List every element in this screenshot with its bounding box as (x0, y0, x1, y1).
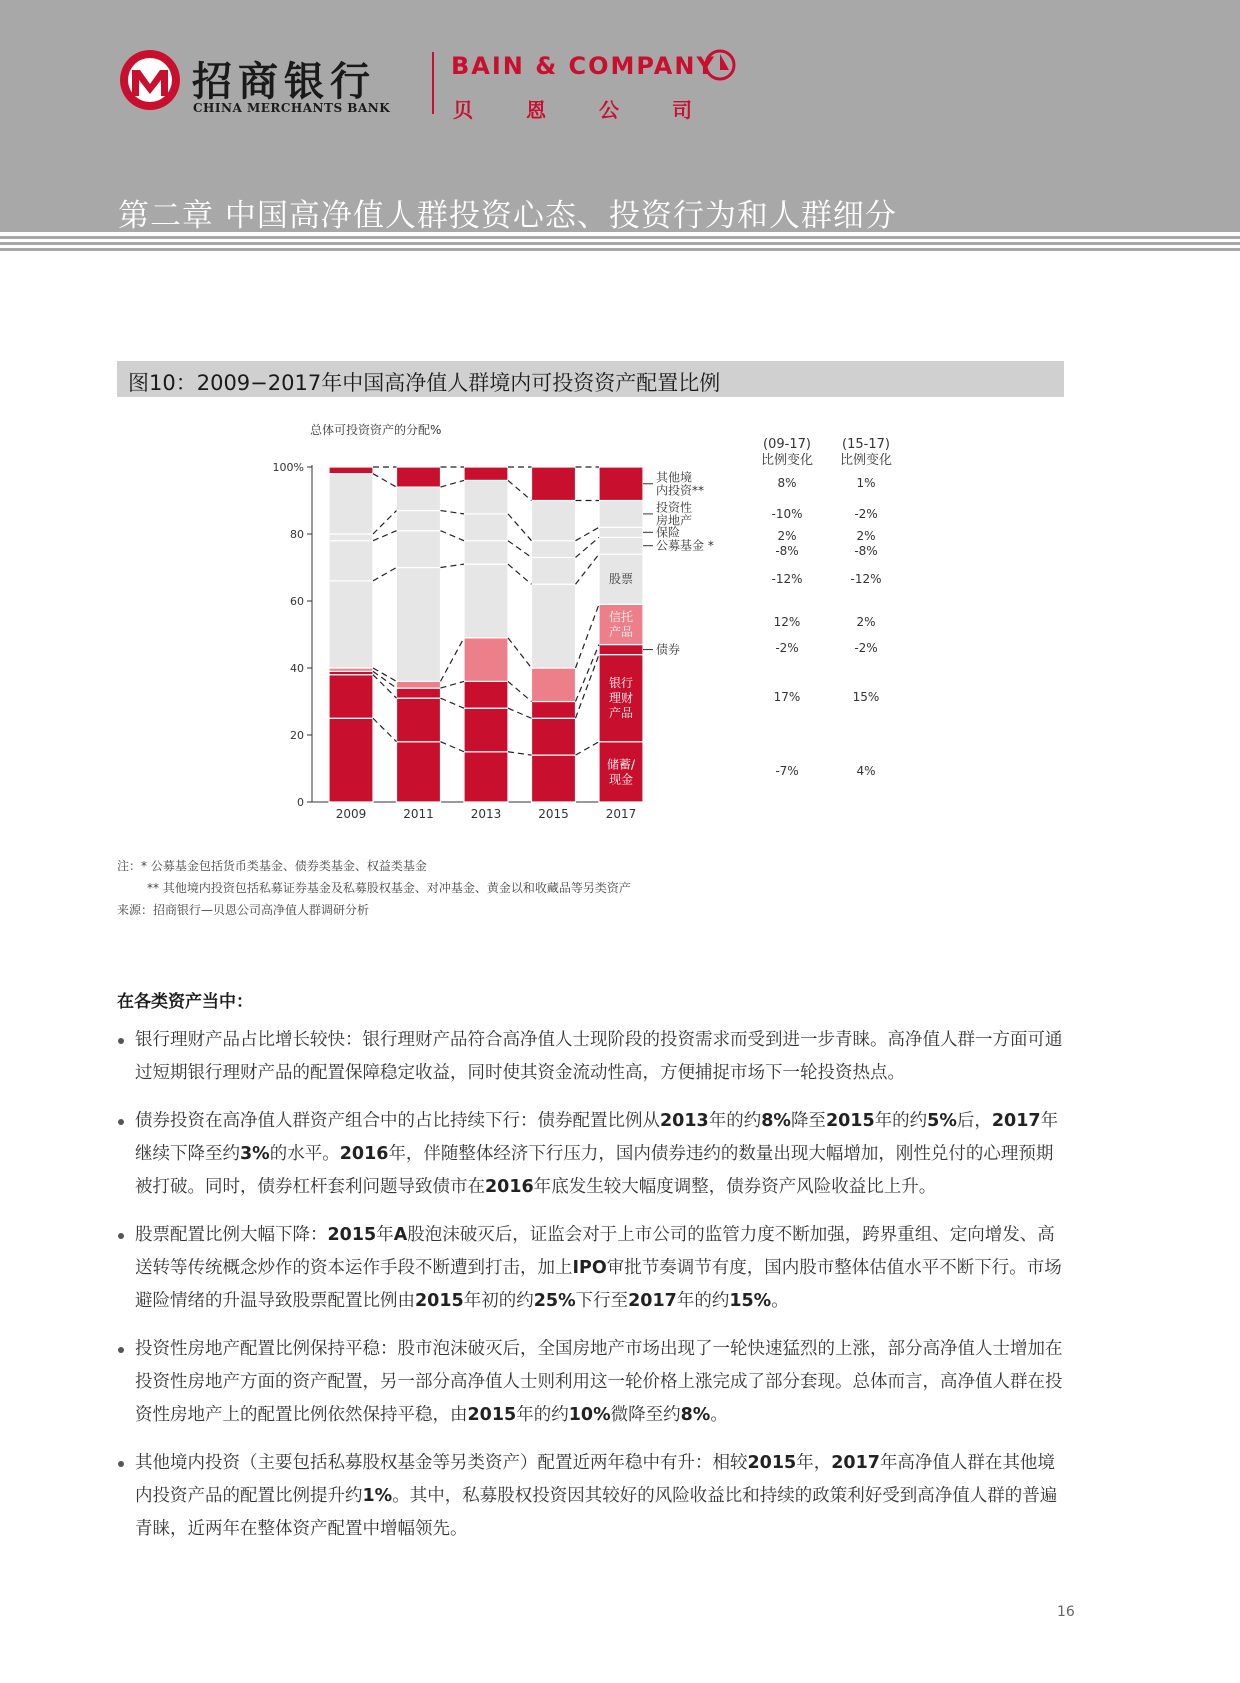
bar-segment (464, 467, 508, 480)
bullet-list (117, 1024, 1067, 1561)
y-tick-label: 100% (272, 461, 304, 474)
bar-segment (329, 541, 373, 581)
change-value-09-17: -2% (775, 641, 799, 655)
bullet-text: 债券投资在高净值人群资产组合中的占比持续下行：债券配置比例从 (135, 1111, 660, 1131)
bar-segment (532, 467, 576, 501)
bain-cn-char: 恩 (526, 98, 547, 122)
page-number: 16 (1057, 1604, 1075, 1620)
bar-segment (532, 501, 576, 541)
connector-line (373, 474, 397, 487)
connector-line (508, 708, 532, 718)
bar-segment (532, 668, 576, 702)
bullet-bold-text: 3% (240, 1144, 270, 1164)
bullet-text: 。 (771, 1291, 789, 1311)
bullet-bold-text: 2016 (485, 1177, 534, 1197)
note-public-fund: 注：* 公募基金包括货币类基金、债券类基金、权益类基金 (117, 859, 427, 873)
bullet-bold-text: 15% (729, 1291, 772, 1311)
bullet-text: 银行理财产品占比增长较快：银行理财产品符合高净值人士现阶段的投资需求而受到进一步青睐。高净值人群一方面可通过短期银行理财产品的配置保障稳定收益，同时使其资金流动性高，方便捕捉市场下一轮投资热点。 (135, 1030, 1063, 1083)
bullet-paragraph (117, 1447, 1067, 1546)
bullet-text: 年的约 (516, 1405, 569, 1425)
bullet-text: 年底发生较大幅度调整，债券资产风险收益比上升。 (533, 1177, 937, 1197)
bullet-text: 投资性房地产配置比例保持平稳：股市泡沫破灭后，全国房地产市场出现了一轮快速猛烈的上涨，部分高净值人士增加在投资性房地产方面的资产配置，另一部分高净值人士则利用这一轮价格上涨完成了部分套现。总体而言，高净值人群在投资性房地产上的配置比例依然保持平稳，由 (135, 1339, 1063, 1425)
y-tick-label: 40 (290, 662, 304, 675)
change-value-15-17: 4% (856, 764, 876, 778)
connector-line (441, 480, 465, 487)
bullet-bold-text: 1% (362, 1486, 393, 1506)
bullet-text: 年的约 (676, 1291, 730, 1311)
legend-label: 其他境内投资** (656, 470, 705, 498)
change-value-09-17: 17% (773, 690, 801, 704)
bullet-bold-text: 25% (533, 1291, 576, 1311)
connector-line (576, 655, 600, 719)
bain-cn-char: 公 (599, 98, 620, 122)
bullet-bold-text: 2015 (825, 1111, 875, 1131)
change-column-header: (09-17)比例变化 (760, 437, 814, 468)
bar-segment (532, 557, 576, 584)
bar-segment (464, 514, 508, 541)
bar-segment (464, 480, 508, 514)
bullet-bold-text: 5% (927, 1111, 957, 1131)
bullet-text: 年高净值人群在其他境内投资产品的配置比例提升约 (135, 1453, 1055, 1506)
y-tick-label: 0 (297, 796, 304, 809)
segment-label: 信托产品 (608, 609, 634, 639)
bar-segment (397, 531, 441, 568)
connector-line (576, 554, 600, 584)
x-tick-label: 2015 (538, 807, 569, 821)
bar-segment (532, 584, 576, 668)
bullet-bold-text: 10% (568, 1405, 611, 1425)
note-source: 来源：招商银行—贝恩公司高净值人群调研分析 (117, 903, 370, 917)
bullet-bold-text: A (393, 1225, 408, 1245)
bar-segment (464, 708, 508, 752)
section-heading: 在各类资产当中： (117, 992, 253, 1012)
bullet-bold-text: 2016 (339, 1144, 389, 1164)
connector-line (576, 742, 600, 755)
bullet-bold-text: 2015 (747, 1453, 797, 1473)
bullet-paragraph (117, 1105, 1067, 1204)
connector-line (576, 537, 600, 557)
bullet-bold-text: 2013 (660, 1111, 709, 1131)
segment-label: 银行理财产品 (608, 676, 634, 721)
change-value-09-17: 8% (777, 476, 797, 490)
x-tick-label: 2009 (335, 807, 367, 821)
bullet-text: 年 (376, 1225, 394, 1245)
bullet-text: 年的约 (708, 1111, 762, 1131)
bar-segment (329, 675, 373, 719)
bar-segment (464, 638, 508, 682)
bar-segment (329, 474, 373, 534)
bullet-text: 。其中，私募股权投资因其较好的风险收益比和持续的政策利好受到高净值人群的普遍青睐，近两年在整体资产配置中增幅领先。 (135, 1486, 1058, 1539)
connector-line (441, 638, 465, 682)
change-value-09-17: -8% (775, 544, 799, 558)
bar-segment (397, 742, 441, 802)
connector-line (373, 531, 397, 541)
bullet-paragraph (117, 1219, 1067, 1318)
bullet-text: 年， (796, 1453, 832, 1473)
bar-segment (397, 698, 441, 742)
bar-segment (397, 568, 441, 682)
connector-line (441, 511, 465, 514)
bullet-text: 年初的约 (463, 1291, 534, 1311)
connector-line (441, 698, 465, 708)
connector-line (508, 752, 532, 755)
connector-line (373, 718, 397, 741)
change-value-15-17: 2% (856, 615, 876, 629)
bar-segment (532, 718, 576, 755)
bar-segment (599, 467, 643, 501)
change-value-15-17: 2% (856, 529, 876, 543)
bullet-text: 。 (710, 1405, 728, 1425)
bullet-bold-text: 2017 (991, 1111, 1041, 1131)
bain-name: BAIN & COMPANY (451, 52, 716, 80)
x-tick-label: 2013 (470, 807, 502, 821)
x-tick-label: 2011 (403, 807, 434, 821)
bullet-text: 审批节奏调节有度，国内股市整体估值水平不断下行。市场避险情绪的升温导致股票配置比例由 (135, 1258, 1062, 1311)
bar-segment (329, 581, 373, 668)
bar-segment (397, 487, 441, 510)
connector-line (576, 527, 600, 540)
bullet-bold-text: 2015 (327, 1225, 377, 1245)
change-value-15-17: -2% (854, 507, 878, 521)
bar-segment (329, 718, 373, 802)
segment-label: 储蓄/现金 (606, 757, 636, 787)
chart-title: 总体可投资资产的分配% (310, 423, 442, 437)
bar-segment (532, 702, 576, 719)
note-other-investment: ** 其他境内投资包括私募证券基金及私募股权基金、对冲基金、黄金以和收藏品等另类资产 (147, 881, 631, 895)
change-value-15-17: -2% (854, 641, 878, 655)
change-value-09-17: -12% (771, 572, 803, 586)
bullet-text: 后， (956, 1111, 992, 1131)
cmb-name: 招商银行 (192, 59, 376, 105)
bullet-text: 股票配置比例大幅下降： (135, 1225, 328, 1245)
x-tick-label: 2017 (605, 807, 637, 821)
bullet-bold-text: 2015 (415, 1291, 464, 1311)
bullet-paragraph (117, 1333, 1067, 1432)
bain-cn-char: 贝 (453, 98, 474, 122)
bar-segment (599, 501, 643, 528)
change-value-15-17: -8% (854, 544, 878, 558)
cmb-english-name: CHINA MERCHANTS BANK (193, 101, 391, 115)
bar-segment (464, 752, 508, 802)
segment-label: 股票 (608, 572, 634, 587)
bar-segment (397, 688, 441, 698)
y-tick-label: 80 (290, 528, 304, 541)
chapter-title: 第二章 中国高净值人群投资心态、投资行为和人群细分 (118, 198, 897, 234)
figure-notes (117, 855, 631, 921)
bullet-bold-text: IPO (572, 1258, 607, 1278)
bar-segment (329, 534, 373, 541)
connector-line (441, 681, 465, 688)
connector-line (508, 514, 532, 541)
bullet-text: 股泡沫破灭后，证监会对于上市公司的监管力度不断加强，跨界重组、定向增发、高送转等传统概念炒作的资本运作手段不断遭到打击，加上 (135, 1225, 1055, 1278)
connector-line (441, 742, 465, 752)
connector-line (508, 541, 532, 558)
connector-line (508, 638, 532, 668)
bar-segment (599, 537, 643, 554)
bar-segment (464, 681, 508, 708)
bar-segment (599, 645, 643, 655)
bar-segment (532, 541, 576, 558)
connector-line (373, 675, 397, 698)
change-value-15-17: 15% (852, 690, 880, 704)
change-column-header: (15-17)比例变化 (839, 437, 893, 468)
bullet-text: 年继续下降至约 (135, 1111, 1059, 1164)
connector-line (576, 645, 600, 702)
bain-cn-char: 司 (672, 98, 693, 122)
bullet-text: 年的约 (874, 1111, 928, 1131)
bullet-bold-text: 2017 (831, 1453, 880, 1473)
change-value-15-17: 1% (856, 476, 876, 490)
bullet-text: 的水平。 (269, 1144, 340, 1164)
bar-segment (464, 564, 508, 638)
legend-label: 投资性房地产 (656, 500, 693, 528)
bullet-text: 降至 (790, 1111, 826, 1131)
bullet-text: 其他境内投资（主要包括私募股权基金等另类资产）配置近两年稳中有升：相较 (135, 1453, 748, 1473)
bullet-bold-text: 2017 (628, 1291, 677, 1311)
bullet-bold-text: 2015 (467, 1405, 517, 1425)
bar-segment (329, 467, 373, 474)
bar-segment (599, 527, 643, 537)
connector-line (508, 480, 532, 500)
bar-segment (397, 681, 441, 688)
change-value-15-17: -12% (850, 572, 882, 586)
bar-segment (464, 541, 508, 564)
bullet-text: 下行至 (575, 1291, 629, 1311)
connector-line (576, 604, 600, 668)
y-tick-label: 20 (290, 729, 304, 742)
change-value-09-17: -7% (775, 764, 799, 778)
connector-line (508, 564, 532, 584)
change-value-09-17: 2% (777, 529, 797, 543)
connector-line (373, 568, 397, 581)
connector-line (373, 511, 397, 534)
bullet-bold-text: 8% (761, 1111, 791, 1131)
change-value-09-17: -10% (771, 507, 803, 521)
legend-label: 保险 (656, 525, 681, 540)
connector-line (508, 681, 532, 701)
connector-line (441, 564, 465, 567)
bullet-text: 微降至约 (610, 1405, 681, 1425)
connector-line (441, 531, 465, 541)
figure-title: 图10：2009−2017年中国高净值人群境内可投资资产配置比例 (128, 371, 721, 395)
bullet-bold-text: 8% (680, 1405, 711, 1425)
legend-label: 债券 (656, 642, 681, 657)
bullet-text: 年，伴随整体经济下行压力，国内债券违约的数量出现大幅增加，刚性兑付的心理预期被打破。同时，债券杠杆套利问题导致债市在 (135, 1144, 1054, 1197)
y-tick-label: 60 (290, 595, 304, 608)
bar-segment (397, 511, 441, 531)
legend-label: 公募基金 * (656, 538, 714, 553)
bar-segment (397, 467, 441, 487)
bullet-paragraph (117, 1024, 1067, 1090)
change-value-09-17: 12% (773, 615, 801, 629)
bar-segment (532, 755, 576, 802)
